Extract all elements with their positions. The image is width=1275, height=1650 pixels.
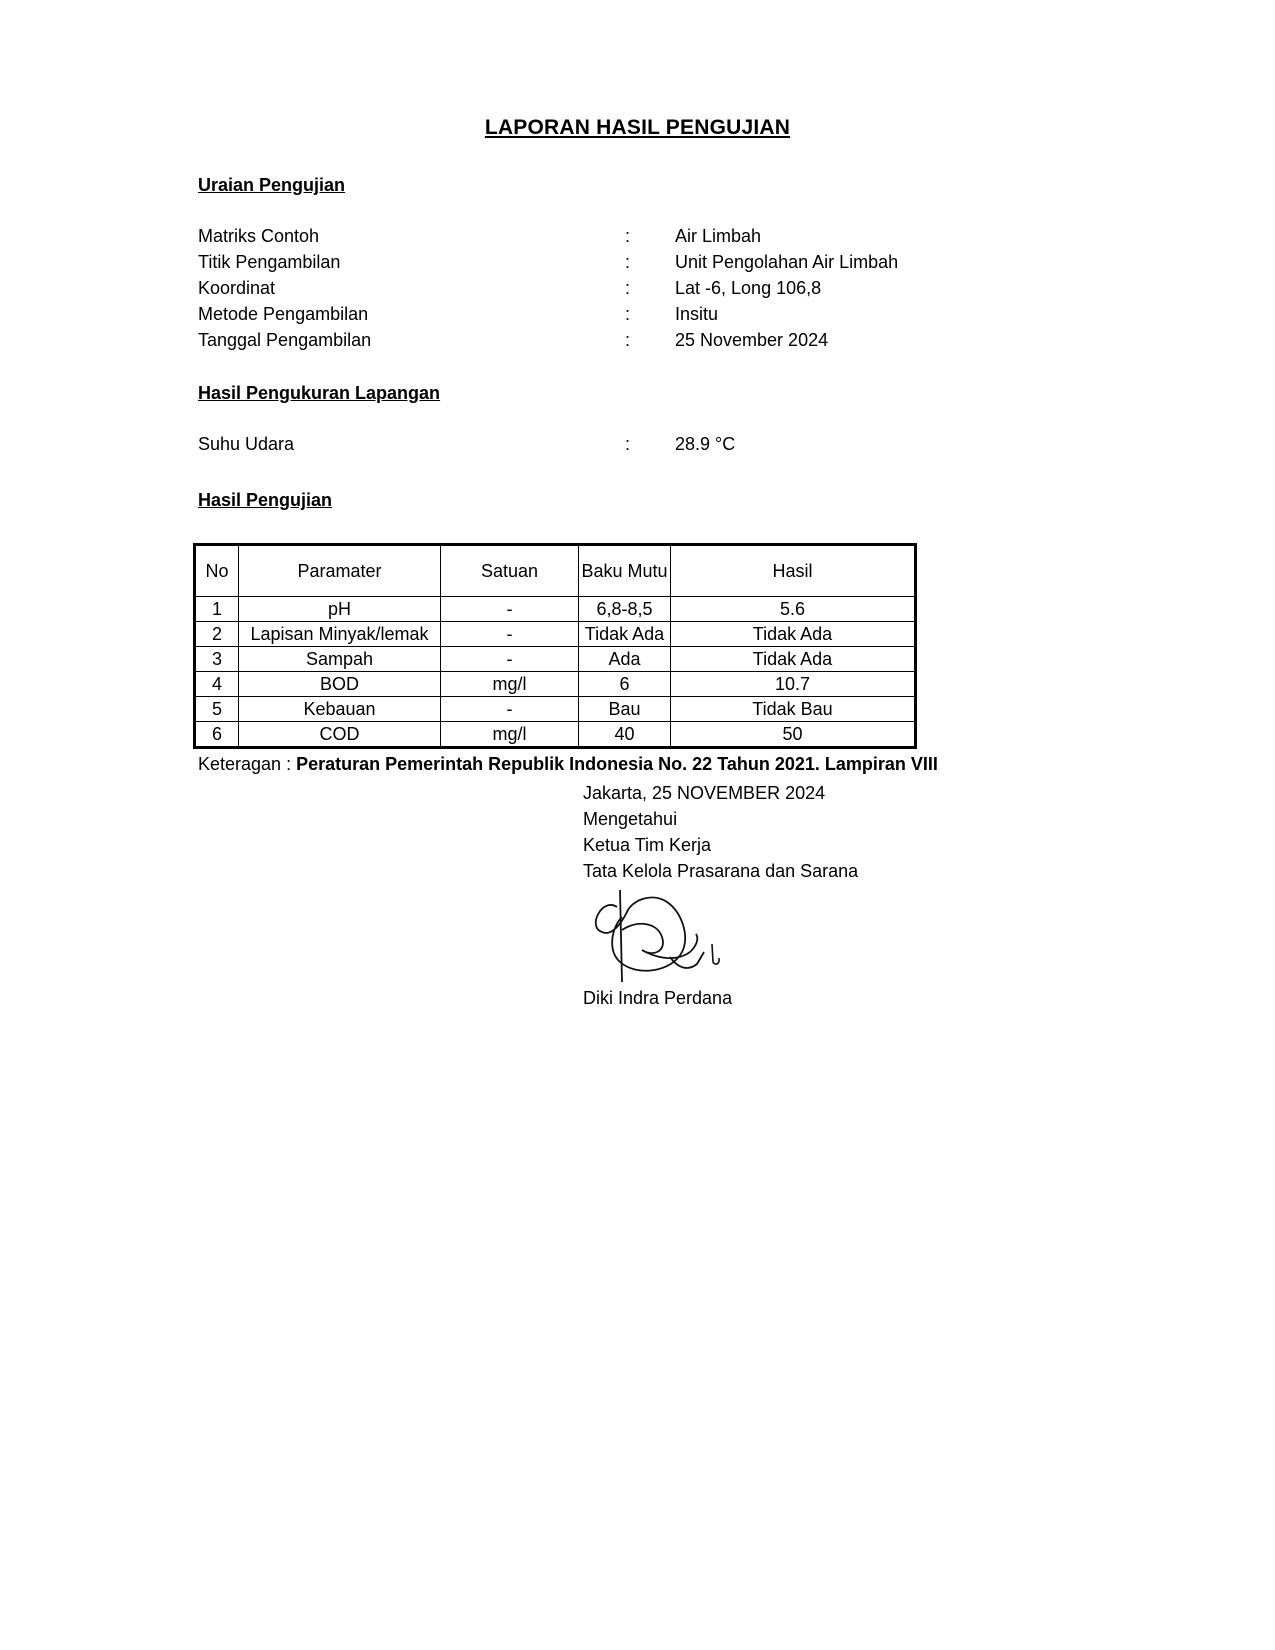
info-row-matriks	[198, 226, 998, 252]
info-colon: :	[625, 304, 631, 324]
cell-hasil: 50	[671, 722, 916, 748]
info-row-tanggal	[198, 330, 998, 356]
header-baku-mutu: Baku Mutu	[579, 545, 671, 597]
note-regulation: Peraturan Pemerintah Republik Indonesia No. 22 Tahun 2021. Lampiran VIII	[296, 754, 938, 774]
cell-no: 3	[195, 647, 239, 672]
results-table	[193, 543, 917, 749]
cell-satuan: mg/l	[441, 672, 579, 697]
cell-baku-mutu: 6,8-8,5	[579, 597, 671, 622]
info-colon: :	[625, 434, 631, 454]
cell-baku-mutu: Bau	[579, 697, 671, 722]
cell-hasil: Tidak Ada	[671, 622, 916, 647]
cell-satuan: -	[441, 697, 579, 722]
info-colon: :	[625, 330, 631, 350]
info-row-metode	[198, 304, 998, 330]
header-satuan: Satuan	[441, 545, 579, 597]
sign-line-unit: Tata Kelola Prasarana dan Sarana	[583, 861, 859, 881]
table-row	[195, 647, 916, 672]
cell-hasil: Tidak Bau	[671, 697, 916, 722]
cell-parameter: COD	[239, 722, 441, 748]
table-header-row	[195, 545, 916, 597]
cell-no: 2	[195, 622, 239, 647]
info-label: Titik Pengambilan	[198, 252, 341, 272]
table-row	[195, 597, 916, 622]
table-row	[195, 697, 916, 722]
cell-baku-mutu: Ada	[579, 647, 671, 672]
info-row-suhu	[198, 434, 998, 460]
info-colon: :	[625, 252, 631, 272]
info-colon: :	[625, 226, 631, 246]
info-value: Insitu	[675, 304, 719, 324]
sign-place-date: Jakarta, 25 NOVEMBER 2024	[583, 783, 826, 803]
info-value: 28.9 °C	[675, 434, 736, 454]
signature-block	[583, 780, 858, 884]
cell-no: 1	[195, 597, 239, 622]
note-prefix: Keteragan :	[198, 754, 297, 774]
report-title: LAPORAN HASIL PENGUJIAN	[484, 116, 791, 139]
cell-parameter: Lapisan Minyak/lemak	[239, 622, 441, 647]
cell-no: 4	[195, 672, 239, 697]
cell-parameter: BOD	[239, 672, 441, 697]
cell-hasil: 10.7	[671, 672, 916, 697]
sign-line-mengetahui: Mengetahui	[583, 809, 678, 829]
cell-baku-mutu: 40	[579, 722, 671, 748]
info-row-koordinat	[198, 278, 998, 304]
info-colon: :	[625, 278, 631, 298]
cell-satuan: -	[441, 622, 579, 647]
info-value: Air Limbah	[675, 226, 762, 246]
cell-no: 6	[195, 722, 239, 748]
header-parameter: Paramater	[239, 545, 441, 597]
cell-hasil: Tidak Ada	[671, 647, 916, 672]
info-label: Tanggal Pengambilan	[198, 330, 372, 350]
info-label: Koordinat	[198, 278, 276, 298]
cell-parameter: pH	[239, 597, 441, 622]
cell-satuan: mg/l	[441, 722, 579, 748]
info-value: Lat -6, Long 106,8	[675, 278, 822, 298]
handwritten-signature	[582, 882, 732, 992]
sign-line-position: Ketua Tim Kerja	[583, 835, 712, 855]
section-heading-uraian: Uraian Pengujian	[198, 175, 346, 195]
info-label: Suhu Udara	[198, 434, 295, 454]
cell-hasil: 5.6	[671, 597, 916, 622]
table-row	[195, 672, 916, 697]
info-value: 25 November 2024	[675, 330, 829, 350]
section-heading-pengujian: Hasil Pengujian	[198, 490, 333, 510]
cell-parameter: Sampah	[239, 647, 441, 672]
info-value: Unit Pengolahan Air Limbah	[675, 252, 899, 272]
cell-baku-mutu: 6	[579, 672, 671, 697]
table-note	[198, 754, 938, 775]
cell-baku-mutu: Tidak Ada	[579, 622, 671, 647]
signer-name: Diki Indra Perdana	[583, 988, 733, 1008]
cell-satuan: -	[441, 597, 579, 622]
cell-no: 5	[195, 697, 239, 722]
section-heading-lapangan: Hasil Pengukuran Lapangan	[198, 383, 441, 403]
table-row	[195, 622, 916, 647]
info-row-titik	[198, 252, 998, 278]
info-label: Matriks Contoh	[198, 226, 320, 246]
table-row	[195, 722, 916, 748]
header-no: No	[195, 545, 239, 597]
info-label: Metode Pengambilan	[198, 304, 369, 324]
cell-parameter: Kebauan	[239, 697, 441, 722]
header-hasil: Hasil	[671, 545, 916, 597]
cell-satuan: -	[441, 647, 579, 672]
